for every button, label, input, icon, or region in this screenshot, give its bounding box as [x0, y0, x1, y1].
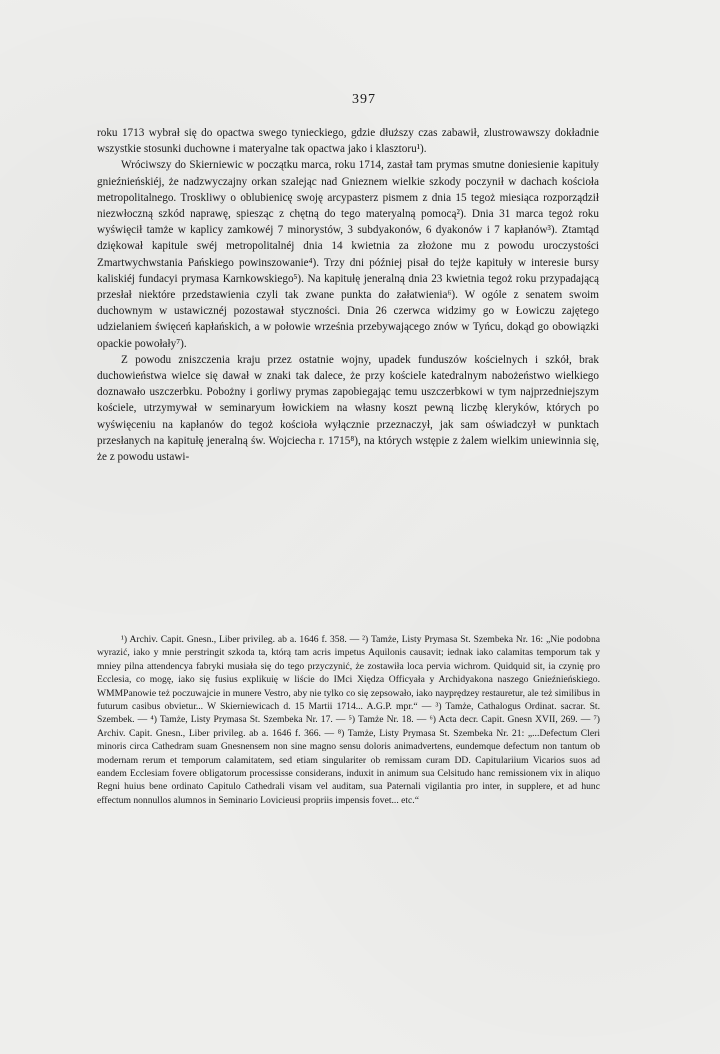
page-number: 397 — [352, 92, 376, 107]
footnotes-text: ¹) Archiv. Capit. Gnesn., Liber privileg. ab a. 1646 f. 358. — ²) Tamże, Listy Prymasa St. Szembeka Nr. 16: „Nie podobna wyrazić, iako y mnie perstringit szkoda ta, którą tam acris impetus Aquilonis causavit; iednak iako calamitas temporum tak y mniey pilna attendencya fabryki musiała się do tego przyczynić, że zostawiła loca pervia wichrom. Quidquid sit, ia czynię pro Ecclesia, co mogę, iako się fusius explikuię w liście do IMci Xiędza Officyała y Archidyakona naszego Gnieźnieńskiego. WMMPanowie też poczuwajcie in munere Vestro, aby nie tylko co się zepsowało, iako nayprędzey restauretur, ale też similibus in futurum casibus obvietur... W Skierniewicach d. 15 Martii 1714... A.G.P. mpr.“ — ³) Tamże, Cathalogus Ordinat. sacrar. St. Szembek. — ⁴) Tamże, Listy Prymasa St. Szembeka Nr. 17. — ⁵) Tamże Nr. 18. — ⁶) Acta decr. Capit. Gnesn XVII, 269. — ⁷) Archiv. Capit. Gnesn., Liber privileg. ab a. 1646 f. 366. — ⁸) Tamże, Listy Prymasa St. Szembeka Nr. 21: „...Defectum Cleri minoris circa Cathedram suam Gnesnensem non sine magno sensu doloris animadvertens, eundemque defectum non tantum ob modernam rerum et temporum calamitatem, sed etiam singulariter ob remissam curam DD. Capitulariium Vicarios suos ad eandem Ecclesiam fovere obligatorum processisse considerans, induxit in animum sua Celsitudo hanc remissionem vix in aliquo Regni huius bene ordinato Capitulo Cathedrali visam vel auditam, sua Paternali vigilantia pro inter, in supplere, et ad hunc effectum nonnullos alumnos in Seminario Lovicieusi propriis impensis fovet... etc.“ — [97, 634, 600, 806]
main-text — [97, 125, 599, 465]
paragraph-2: Wróciwszy do Skierniewic w początku marca, roku 1714, zastał tam prymas smutne doniesienie kapituły gnieźnieńskiéj, że nadzwyczajny orkan szalejąc nad Gnieznem wielkie szkody poczynił w dachach kościoła metropolitalnego. Troskliwy o oblubienicę swoję arcypasterz pismem z dnia 15 tegoż miesiąca rozporządził niezwłoczną szkód naprawę, spiesząc z chętną do tego materyalną pomocą²). Dnia 31 marca tegoż roku wyświęcił tamże w kaplicy zamkowéj 7 minorystów, 3 subdyakonów, 6 dyakonów i 7 kapłanów³). Ztamtąd dziękował kapitule swéj metropolitalnéj dnia 14 kwietnia za złożone mu z powodu uroczystości Zmartwychwstania Pańskiego powinszowanie⁴). Trzy dni później pisał do tejże kapituły w interesie bursy kaliskiéj fundacyi prymasa Karnkowskiego⁵). Na kapitułę jeneralną dnia 23 kwietnia tegoż roku przypadającą przesłał niektóre przedstawienia czyli tak zwane punkta do załatwienia⁶). W ogóle z senatem swoim duchownym w ustawicznéj pozostawał styczności. Dnia 26 czerwca widzimy go w Łowiczu zajętego udzielaniem święceń kapłańskich, a w połowie września przebywającego znów w Tyńcu, dokąd go obowiązki opackie powołały⁷). — [97, 159, 599, 350]
paragraph-3: Z powodu zniszczenia kraju przez ostatnie wojny, upadek funduszów kościelnych i szkół, brak duchowieństwa wielce się dawał w znaki tak dalece, że przy kościele katedralnym nabożeństwo wielkiego doznawało uszczerbku. Pobożny i gorliwy prymas zapobiegając temu uszczerbkowi w tym najprzedniejszym kościele, utrzymywał w seminaryum łowickiem na własny koszt pewną liczbę kleryków, których po wyświęceniu na kapłanów do tegoż kościoła wyłącznie przeznaczył, jak sam oświadczył w punktach przesłanych na kapitułę jeneralną św. Wojciecha r. 1715⁸), na których wstępie z żalem wielkim uniewinnia się, że z powodu ustawi- — [97, 353, 599, 464]
footnotes — [97, 633, 600, 807]
paragraph-1: roku 1713 wybrał się do opactwa swego tynieckiego, gdzie dłuższy czas zabawił, zlustrowawszy dokładnie wszystkie stosunki duchowne i materyalne tak opactwa jako i klasztoru¹). — [97, 127, 599, 156]
